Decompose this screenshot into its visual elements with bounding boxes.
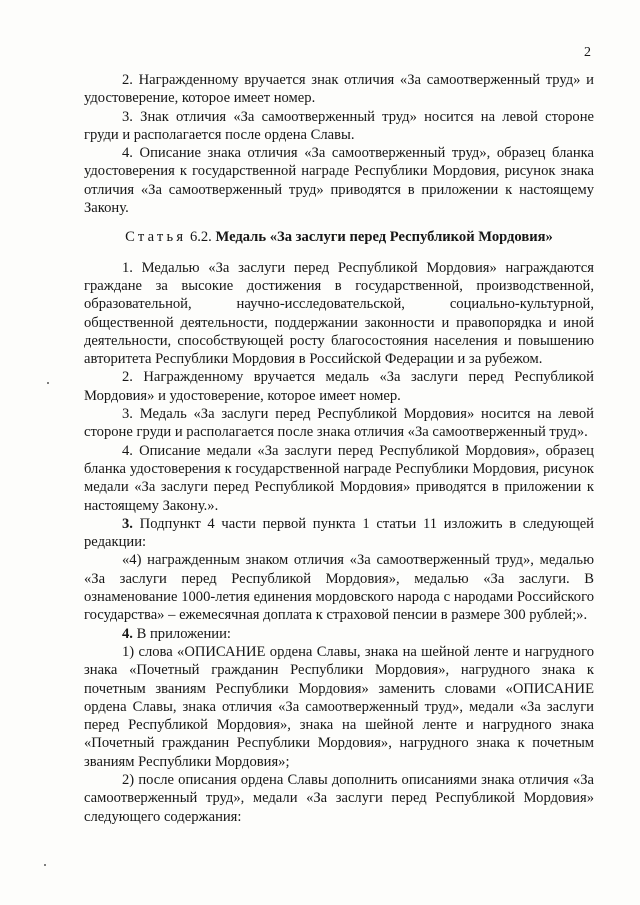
paragraph: 2. Награжденному вручается знак отличия «За самоотверженный труд» и удостоверение, которое имеет номер. xyxy=(84,72,594,107)
amendment-item xyxy=(84,625,594,643)
subitem: 1) слова «ОПИСАНИЕ ордена Славы, знака на шейной ленте и нагрудного знака «Почетный гражданин Республики Мордовия», нагрудного знака к почетным званиям Республики Мордовия» заменить словами «ОПИСАНИЕ ордена Славы, знака отличия «За самоотверженный труд», медали «За заслуги перед Республикой Мордовия», знака на шейной ленте и нагрудного знака «Почетный гражданин Республики Мордовия», нагрудного знака к почетным званиям Республики Мордовия»; xyxy=(84,643,594,770)
amendment-item xyxy=(84,515,594,552)
item-text: В приложении: xyxy=(136,625,231,642)
document-body xyxy=(84,71,594,826)
item-text: Подпункт 4 части первой пункта 1 статьи 11 изложить в следующей редакции: xyxy=(84,515,594,551)
article-paragraph: 1. Медалью «За заслуги перед Республикой Мордовия» награждаются граждане за высокие достижения в государственной, производственной, образовательной, научно-исследовательской, социально-культурной, общественной деятельности, поддержании законности и правопорядка и иной деятельности, способствующей росту благосостояния населения и повышению авторитета Республики Мордовия в Российской Федерации и за рубежом. xyxy=(84,259,594,368)
item-number: 4. xyxy=(122,625,133,642)
paragraph: 3. Знак отличия «За самоотверженный труд» носится на левой стороне груди и располагается после ордена Славы. xyxy=(84,108,594,143)
article-title: Медаль «За заслуги перед Республикой Мордовия» xyxy=(215,229,553,246)
article-paragraph: 4. Описание медали «За заслуги перед Республикой Мордовия», образец бланка удостоверения к государственной награде Республики Мордовия, рисунок медали «За заслуги перед Республикой Мордовия» приводятся в приложении к настоящему Закону.». xyxy=(84,442,594,514)
article-label: Статья xyxy=(125,229,187,246)
article-paragraph: 2. Награжденному вручается медаль «За заслуги перед Республикой Мордовия» и удостоверение, которое имеет номер. xyxy=(84,369,594,404)
scan-speck xyxy=(44,864,46,866)
page-number: 2 xyxy=(584,45,591,60)
item-number: 3. xyxy=(122,515,133,532)
quoted-provision: «4) награжденным знаком отличия «За самоотверженный труд», медалью «За заслуги перед Республикой Мордовия», медалью «За заслуги. В ознаменование 1000-летия единения мордовского народа с народами Российского государства» – ежемесячная доплата к страховой пенсии в размере 300 рублей;». xyxy=(84,552,594,624)
article-paragraph: 3. Медаль «За заслуги перед Республикой Мордовия» носится на левой стороне груди и располагается после знака отличия «За самоотверженный труд». xyxy=(84,406,594,441)
subitem: 2) после описания ордена Славы дополнить описаниями знака отличия «За самоотверженный труд», медали «За заслуги перед Республикой Мордовия» следующего содержания: xyxy=(84,771,594,825)
paragraph: 4. Описание знака отличия «За самоотверженный труд», образец бланка удостоверения к государственной награде Республики Мордовия, рисунок знака отличия «За самоотверженный труд» приводятся в приложении к настоящему Закону. xyxy=(84,145,594,217)
article-heading xyxy=(84,228,594,246)
scan-speck xyxy=(47,382,49,384)
article-number: 6.2. xyxy=(189,229,212,246)
